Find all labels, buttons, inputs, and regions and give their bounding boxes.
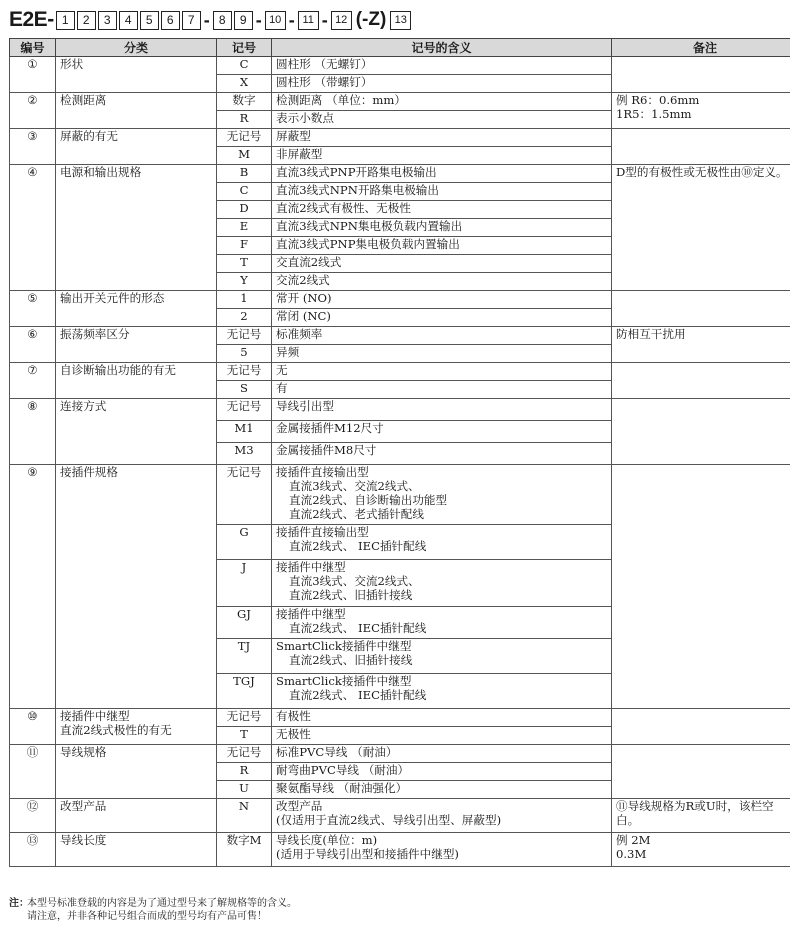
remarks-cell: D型的有极性或无极性由⑩定义。 bbox=[612, 165, 790, 291]
slot-13: 13 bbox=[390, 11, 411, 30]
table-row bbox=[10, 129, 790, 147]
meaning-line: 聚氨酯导线 （耐油强化） bbox=[276, 781, 408, 795]
meaning-cell bbox=[272, 833, 612, 867]
meaning-cell bbox=[272, 237, 612, 255]
table-row bbox=[10, 799, 790, 833]
code-cell: B bbox=[217, 165, 272, 183]
slot-7: 7 bbox=[182, 11, 201, 30]
meaning-cell bbox=[272, 273, 612, 291]
meaning-line: 屏蔽型 bbox=[276, 129, 311, 143]
meaning-cell bbox=[272, 745, 612, 763]
item-number: ⑦ bbox=[10, 363, 56, 399]
code-cell: T bbox=[217, 255, 272, 273]
remarks-cell bbox=[612, 399, 790, 465]
meaning-line: 表示小数点 bbox=[276, 111, 334, 125]
meaning-line: 耐弯曲PVC导线 （耐油） bbox=[276, 763, 410, 777]
item-category: 自诊断输出功能的有无 bbox=[56, 363, 217, 399]
meaning-line: 直流3线式NPN开路集电极输出 bbox=[276, 183, 439, 197]
item-category: 接插件中继型 直流2线式极性的有无 bbox=[56, 709, 217, 745]
meaning-cell bbox=[272, 363, 612, 381]
remarks-cell: 例 R6：0.6mm 1R5：1.5mm bbox=[612, 93, 790, 129]
remarks-cell bbox=[612, 745, 790, 799]
table-row bbox=[10, 363, 790, 381]
remarks-cell bbox=[612, 291, 790, 327]
slot-6: 6 bbox=[161, 11, 180, 30]
meaning-cell bbox=[272, 345, 612, 363]
meaning-cell bbox=[272, 381, 612, 399]
meaning-cell bbox=[272, 781, 612, 799]
meaning-cell bbox=[272, 147, 612, 165]
item-category: 导线长度 bbox=[56, 833, 217, 867]
item-category: 电源和输出规格 bbox=[56, 165, 217, 291]
meaning-line: 导线引出型 bbox=[276, 399, 334, 413]
item-category: 振荡频率区分 bbox=[56, 327, 217, 363]
meaning-cell bbox=[272, 129, 612, 147]
remarks-cell bbox=[612, 465, 790, 709]
meaning-line: 改型产品 bbox=[276, 799, 323, 813]
remarks-cell: ⑪导线规格为R或U时，该栏空白。 bbox=[612, 799, 790, 833]
meaning-line: 异频 bbox=[276, 345, 300, 359]
item-category: 形状 bbox=[56, 57, 217, 93]
meaning-line: 直流2线式、旧插针接线 bbox=[289, 653, 413, 667]
meaning-line: 导线长度(单位：m) bbox=[276, 833, 378, 847]
meaning-line: (适用于导线引出型和接插件中继型) bbox=[276, 847, 459, 861]
table-row bbox=[10, 165, 790, 183]
item-number: ⑩ bbox=[10, 709, 56, 745]
meaning-line: 直流3线式PNP开路集电极输出 bbox=[276, 165, 437, 179]
header-number: 编号 bbox=[10, 39, 56, 57]
item-category: 改型产品 bbox=[56, 799, 217, 833]
item-category: 输出开关元件的形态 bbox=[56, 291, 217, 327]
code-cell: 无记号 bbox=[217, 745, 272, 763]
code-cell: J bbox=[217, 560, 272, 607]
code-cell: C bbox=[217, 57, 272, 75]
item-number: ⑥ bbox=[10, 327, 56, 363]
item-category: 接插件规格 bbox=[56, 465, 217, 709]
item-number: ① bbox=[10, 57, 56, 93]
meaning-line: 直流2线式、老式插针配线 bbox=[289, 507, 424, 521]
code-cell: R bbox=[217, 111, 272, 129]
item-number: ⑨ bbox=[10, 465, 56, 709]
code-cell: TJ bbox=[217, 639, 272, 674]
meaning-line: 直流3线式PNP集电极负载内置输出 bbox=[276, 237, 460, 251]
slot-11: 11 bbox=[298, 11, 319, 30]
meaning-line: SmartClick接插件中继型 bbox=[276, 674, 412, 688]
meaning-cell bbox=[272, 443, 612, 465]
slot-10: 10 bbox=[265, 11, 286, 30]
meaning-cell bbox=[272, 639, 612, 674]
meaning-cell bbox=[272, 219, 612, 237]
meaning-line: 非屏蔽型 bbox=[276, 147, 323, 161]
code-cell: 数字 bbox=[217, 93, 272, 111]
meaning-cell bbox=[272, 560, 612, 607]
meaning-line: 圆柱形 （带螺钉） bbox=[276, 75, 373, 89]
footnote-line-1: 本型号标准登载的内容是为了通过型号来了解规格等的含义。 bbox=[27, 898, 297, 909]
meaning-line: 交流2线式 bbox=[276, 273, 330, 287]
separator-dash: - bbox=[255, 9, 262, 30]
slot-5: 5 bbox=[140, 11, 159, 30]
meaning-cell bbox=[272, 183, 612, 201]
code-cell: R bbox=[217, 763, 272, 781]
slot-12: 12 bbox=[331, 11, 352, 30]
meaning-line: (仅适用于直流2线式、导线引出型、屏蔽型) bbox=[276, 813, 502, 827]
meaning-line: 直流2线式、 IEC插针配线 bbox=[289, 688, 427, 702]
item-category: 连接方式 bbox=[56, 399, 217, 465]
table-row bbox=[10, 399, 790, 421]
meaning-cell bbox=[272, 465, 612, 525]
code-cell: 2 bbox=[217, 309, 272, 327]
item-number: ② bbox=[10, 93, 56, 129]
footnote-line-2: 请注意，并非各种记号组合而成的型号均有产品可售！ bbox=[27, 911, 267, 922]
meaning-line: 直流2线式、 IEC插针配线 bbox=[289, 621, 427, 635]
meaning-cell bbox=[272, 525, 612, 560]
meaning-line: 标准PVC导线 （耐油） bbox=[276, 745, 398, 759]
model-prefix: E2E- bbox=[9, 8, 54, 31]
separator-dash: - bbox=[288, 9, 295, 30]
meaning-line: 金属接插件M12尺寸 bbox=[276, 421, 384, 435]
code-cell: E bbox=[217, 219, 272, 237]
footnote-label: 注： bbox=[9, 898, 29, 909]
meaning-cell bbox=[272, 111, 612, 129]
meaning-line: 接插件中继型 bbox=[276, 607, 346, 621]
meaning-cell bbox=[272, 399, 612, 421]
header-code: 记号 bbox=[217, 39, 272, 57]
table-row bbox=[10, 93, 790, 111]
table-header-row bbox=[10, 39, 790, 57]
meaning-line: 检测距离 （单位：mm） bbox=[276, 93, 407, 107]
meaning-line: 无 bbox=[276, 363, 288, 377]
code-cell: M3 bbox=[217, 443, 272, 465]
remarks-cell bbox=[612, 57, 790, 93]
code-cell: M1 bbox=[217, 421, 272, 443]
remarks-cell: 防相互干扰用 bbox=[612, 327, 790, 363]
model-code-header bbox=[9, 6, 413, 34]
slot-8: 8 bbox=[213, 11, 232, 30]
code-cell: S bbox=[217, 381, 272, 399]
item-number: ③ bbox=[10, 129, 56, 165]
code-cell: D bbox=[217, 201, 272, 219]
meaning-line: 圆柱形 （无螺钉） bbox=[276, 57, 373, 71]
code-cell: 无记号 bbox=[217, 327, 272, 345]
item-category: 检测距离 bbox=[56, 93, 217, 129]
meaning-cell bbox=[272, 291, 612, 309]
code-cell: 无记号 bbox=[217, 709, 272, 727]
footnote bbox=[9, 897, 297, 923]
remarks-cell bbox=[612, 363, 790, 399]
code-cell: 1 bbox=[217, 291, 272, 309]
meaning-cell bbox=[272, 727, 612, 745]
meaning-line: 常闭 (NC) bbox=[276, 309, 331, 323]
meaning-line: 直流3线式、交流2线式、 bbox=[289, 574, 420, 588]
item-number: ⑫ bbox=[10, 799, 56, 833]
meaning-line: 直流3线式NPN集电极负载内置输出 bbox=[276, 219, 463, 233]
code-cell: U bbox=[217, 781, 272, 799]
code-cell: 无记号 bbox=[217, 465, 272, 525]
table-row bbox=[10, 833, 790, 867]
code-cell: N bbox=[217, 799, 272, 833]
meaning-cell bbox=[272, 709, 612, 727]
meaning-line: 有 bbox=[276, 381, 288, 395]
item-category: 屏蔽的有无 bbox=[56, 129, 217, 165]
meaning-line: 常开 (NO) bbox=[276, 291, 332, 305]
code-cell: T bbox=[217, 727, 272, 745]
code-cell: F bbox=[217, 237, 272, 255]
meaning-line: SmartClick接插件中继型 bbox=[276, 639, 412, 653]
code-cell: TGJ bbox=[217, 674, 272, 709]
meaning-cell bbox=[272, 201, 612, 219]
meaning-cell bbox=[272, 165, 612, 183]
meaning-line: 有极性 bbox=[276, 709, 311, 723]
code-cell: 数字M bbox=[217, 833, 272, 867]
item-category: 导线规格 bbox=[56, 745, 217, 799]
meaning-cell bbox=[272, 607, 612, 639]
separator-dash: - bbox=[321, 9, 328, 30]
item-number: ⑬ bbox=[10, 833, 56, 867]
meaning-line: 标准频率 bbox=[276, 327, 323, 341]
table-row bbox=[10, 465, 790, 525]
code-cell: Y bbox=[217, 273, 272, 291]
code-cell: 5 bbox=[217, 345, 272, 363]
code-cell: X bbox=[217, 75, 272, 93]
meaning-line: 接插件直接输出型 bbox=[276, 525, 369, 539]
meaning-line: 直流2线式、 IEC插针配线 bbox=[289, 539, 427, 553]
meaning-cell bbox=[272, 799, 612, 833]
meaning-cell bbox=[272, 57, 612, 75]
meaning-line: 直流2线式有极性、无极性 bbox=[276, 201, 411, 215]
meaning-cell bbox=[272, 93, 612, 111]
slot-3: 3 bbox=[98, 11, 117, 30]
header-meaning: 记号的含义 bbox=[272, 39, 612, 57]
meaning-cell bbox=[272, 255, 612, 273]
meaning-cell bbox=[272, 309, 612, 327]
table-row bbox=[10, 57, 790, 75]
meaning-line: 接插件直接输出型 bbox=[276, 465, 369, 479]
item-number: ⑤ bbox=[10, 291, 56, 327]
item-number: ⑧ bbox=[10, 399, 56, 465]
meaning-line: 直流2线式、旧插针接线 bbox=[289, 588, 413, 602]
code-cell: 无记号 bbox=[217, 129, 272, 147]
meaning-line: 直流3线式、交流2线式、 bbox=[289, 479, 420, 493]
slot-9: 9 bbox=[234, 11, 253, 30]
code-cell: G bbox=[217, 525, 272, 560]
code-cell: M bbox=[217, 147, 272, 165]
model-spec-table bbox=[9, 38, 790, 867]
item-number: ④ bbox=[10, 165, 56, 291]
meaning-line: 无极性 bbox=[276, 727, 311, 741]
meaning-line: 交直流2线式 bbox=[276, 255, 342, 269]
meaning-line: 接插件中继型 bbox=[276, 560, 346, 574]
code-cell: GJ bbox=[217, 607, 272, 639]
table-row bbox=[10, 709, 790, 727]
meaning-line: 金属接插件M8尺寸 bbox=[276, 443, 377, 457]
table-row bbox=[10, 745, 790, 763]
slot-1: 1 bbox=[56, 11, 75, 30]
code-cell: 无记号 bbox=[217, 399, 272, 421]
optional-z: (-Z) bbox=[355, 9, 387, 30]
meaning-cell bbox=[272, 327, 612, 345]
slot-4: 4 bbox=[119, 11, 138, 30]
header-remarks: 备注 bbox=[612, 39, 790, 57]
separator-dash: - bbox=[203, 9, 210, 30]
meaning-cell bbox=[272, 674, 612, 709]
meaning-cell bbox=[272, 75, 612, 93]
header-category: 分类 bbox=[56, 39, 217, 57]
remarks-cell bbox=[612, 709, 790, 745]
meaning-cell bbox=[272, 421, 612, 443]
remarks-cell: 例 2M 0.3M bbox=[612, 833, 790, 867]
table-row bbox=[10, 291, 790, 309]
meaning-cell bbox=[272, 763, 612, 781]
remarks-cell bbox=[612, 129, 790, 165]
meaning-line: 直流2线式、自诊断输出功能型 bbox=[289, 493, 448, 507]
code-cell: 无记号 bbox=[217, 363, 272, 381]
code-cell: C bbox=[217, 183, 272, 201]
slot-2: 2 bbox=[77, 11, 96, 30]
item-number: ⑪ bbox=[10, 745, 56, 799]
table-row bbox=[10, 327, 790, 345]
